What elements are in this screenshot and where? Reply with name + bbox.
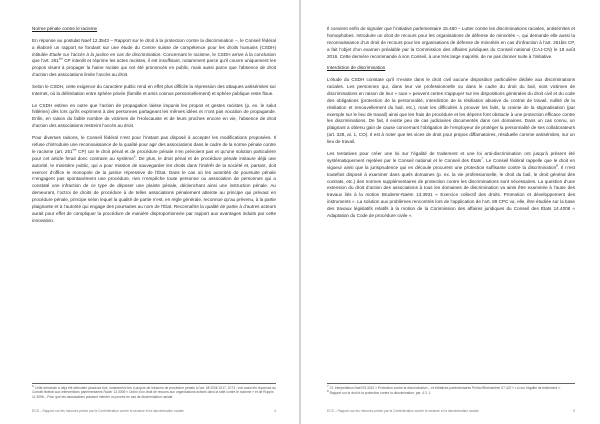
- running-title: ECS – Rapport sur les mesures prises par la Confédération contre le racisme et la discrimination raciale: [327, 409, 479, 413]
- text-run: . Concernant le racisme, le CSDH arrive à la conclusion que l’art. 261: [32, 51, 276, 64]
- text-run: Pour diverses raisons, le Conseil fédéral n’est pour l’instant pas disposé à accepter les modifications proposées. Il refuse d’introduire une reconnaissance de la qualité pour agir des associations dans le cadre de la norme pénale contre le racisme (art. 261: [32, 134, 276, 154]
- paragraph: Le CSDH estime en outre que l’action de propagation laisse impunis les propos et gestes racistes (p. ex. le salut hitlérien) dès lors qu’ils expriment à des personnes partageant les mêmes idées et n’ont pas vocation de propagande. Enfin, en raison du faible nombre de victimes de l’Holocauste et de leurs proches encore en vie, l’absence de droit d’action des associations restreint l’accès au droit.: [32, 102, 276, 129]
- right-page: [301, 0, 600, 424]
- left-page-body: [32, 26, 276, 230]
- text-run: . De plus, le droit pénal et de procédure pénale instaure déjà une autorité, le ministère public, qui a pour mission de sauvegarder les droits dans l’intérêt de la société et, partant, doit exercer d’office le monopole de la justice répressive de l’État. Dans le cas où les autorités de poursuite pénale n’engagent pas spontanément une procédure, rien n’empêche toute personne ou association de personnes qui a constaté une infraction de ce type de déposer une plainte pénale, déclenchant ainsi une instruction pénale. Au demeurant, l’octroi de droits de procédure à de telles associations pénalement atteinte au principe qui prévaut en procédure pénale, principe selon lequel la qualité de partie n’est, en règle générale, reconnue qu’au prévenu, à la partie plaignante et à l’autorité qui engage des poursuites au nom de l’État. Reconnaître la qualité de partie à d’autres acteurs aurait pour effet de compliquer la procédure de manière disproportionnée par rapport aux avantages induits par cette innovation.: [32, 155, 276, 223]
- paragraph: Il convient enfin de signaler que l’initiative parlementaire 15.460 – Lutter contre les discriminations raciales, antisémites et homophobes. Introduire un droit de recours pour les organisations de défense de minorités –, qui demande elle aussi la reconnaissance d’un droit de recours pour les organisations de défense de minorités en cas d’infraction à l’art. 261bis CP, a fait l’objet d’un examen préalable par la Commission des affaires juridiques du Conseil national (CAJ-CN) le 18 août 2016. Cette dernière recommande à son Conseil, à une très large majorité, de ne pas donner suite à l’initiative.: [327, 26, 575, 59]
- paragraph: L’étude du CSDH constate qu’il n’existe dans le droit civil aucune disposition particulière dédiée aux discriminations raciales. Les personnes qui, dans leur vie professionnelle ou dans le cadre du droit du bail, sont victimes de discriminations en raison de leur « race » peuvent certes s’appuyer sur les dispositions générales du droit civil et du code des obligations (protection de la personnalité, interdiction de la résiliation abusive du contrat de travail, nullité de la résiliation et renouvellement du bail, etc.), mais les difficultés à prouver les faits, la crainte de la stigmatisation (par exemple sur le lieu de travail) ainsi que les frais de procédure et les dépens font obstacle à une protection efficace contre les discriminations. De fait, il existe peu de cas judiciaires documentés dans ces domaines. Dans un cas connu, un plaignant a obtenu gain de cause concernant l’obligation de l’employeur de protéger la personnalité de ses collaborateurs (art. 328, al. 1, CO). Il est à noter que les vices de droit pour propos diffamatoires, résiduelle comme antisémites, sur un lieu de travail.: [327, 77, 575, 145]
- page-number: 5: [573, 409, 575, 413]
- section-heading: Norme pénale contre le racisme: [32, 26, 98, 31]
- study-title: Etude sur l’accès à la justice en cas de discrimination: [49, 51, 161, 57]
- running-footer: [32, 409, 276, 413]
- superscript: bis: [72, 147, 77, 152]
- paragraph: [327, 151, 575, 220]
- footnote: [327, 386, 575, 390]
- footnote: [327, 391, 575, 395]
- section-heading: Interdiction de discrimination: [327, 65, 386, 71]
- text-run: CP) car le droit pénal et de procédure pénale n’en prévoient pas et qu’une solution particulière pour cet article ferait donc contraire au système: [32, 148, 276, 161]
- text-run: . Le Conseil fédéral rappelle que le droit en vigueur ainsi que la jurisprudence qui en découle procurent une protection suffisante contre la discrimination: [327, 157, 575, 170]
- footnote-text: Cette demande a déjà été déboutée plusieurs fois, notamment lors à propos de mesures de procédure pénale à l’art. 4ff 2006 1017, 1073 ; voir aussi les réponses du Conseil fédéral aux interventions parlementaires Ruder 13.3006 « Octroi d’un droit de recours aux organisations actives dans la lutte contre le racisme » et de Ruppin 11.3096 – Pour que les associations puissent intenter un procès en cas de discrimination raciale.: [32, 386, 276, 399]
- footnote-number: 6: [32, 384, 34, 388]
- footnote: [32, 386, 276, 399]
- right-page-body: [327, 26, 575, 225]
- text-run: CP interdit et réprime les actes racistes, il est insuffisant, notamment parce qu’il couvre uniquement les propos visant à propager la haine raciale qui ont été prononcés en public, mais aussi parce que l’absence de droit d’action des associations limite l’accès au droit.: [32, 58, 276, 78]
- paragraph: [32, 38, 276, 79]
- footnote-ref[interactable]: 7: [481, 156, 483, 161]
- footnote-number: 7: [327, 384, 329, 388]
- page-number: 4: [274, 409, 276, 413]
- footnote-number: 8: [327, 389, 329, 394]
- paragraph: [32, 135, 276, 225]
- footnote-ref[interactable]: 8: [556, 163, 558, 168]
- superscript: bis: [58, 56, 63, 61]
- running-title: ECS – Rapport sur les mesures prises par la Confédération contre le racisme et la discrimination raciale: [32, 409, 184, 413]
- text-run: En réponse au postulat Naef 12.3543 – Rapport sur le droit à la protection contre la discrimination –, le Conseil fédéral a élaboré un rapport se fondant sur une étude du Centre suisse de compétence pour les droits humains (CSDH) intitulée: [32, 37, 276, 57]
- footnote-text: Rapport sur le droit à la protection contre la discrimination, par. 4.3. 1.: [329, 391, 432, 396]
- paragraph: Selon le CSDH, cette exigence du caractère public rend en effet plus difficile la répression des attaques antisémites sur Internet, où la délimitation entre sphère privée (famille et amis connus personnellement) et sphère publique reste floue.: [32, 83, 276, 96]
- footnotes: [327, 383, 575, 397]
- text-run: . Il n’est toutefois disposé à examiner dans quels domaines (p. ex. la vie professionnelle, le droit du bail, le droit général des contrats, etc.) des normes supplémentaires de protection contre les discriminations sont nécessaires. La question d’une extension du droit d’action des associations à tous les domaines de discrimination va ainsi être examinée à l’aune des travaux liés à la motion Bruderer-Naëm 13.3931 « Exercice collectif des droits. Promotion et développement des instruments ». La solution aux problèmes rencontrés lors de l’application de l’art. 89 CPC va, elle, être étudiée sur la base des travaux législatifs relatifs à la motion de la Commission des affaires juridiques du Conseil des États 14.4008 « Adaptation du Code de procédure civile ».: [327, 164, 575, 219]
- footnote-ref[interactable]: 6: [133, 154, 136, 159]
- running-footer: [327, 409, 575, 413]
- footnotes: [32, 383, 276, 400]
- text-run: Les tentatives pour créer une loi sur l’égalité de traitement et une loi anti-discrimination ont jusqu’à présent été systématiquement rejetées par le Conseil national et le Conseil des États: [327, 150, 575, 163]
- left-page: [0, 0, 299, 424]
- footnote-text: Cf. Interpellation Naef 09.3242 « Protection contre la discrimination – et initiatives parlementaires Prelicz/Rechsteiner 07.422 « Loi sur l’égalité de traitement ».: [329, 386, 561, 391]
